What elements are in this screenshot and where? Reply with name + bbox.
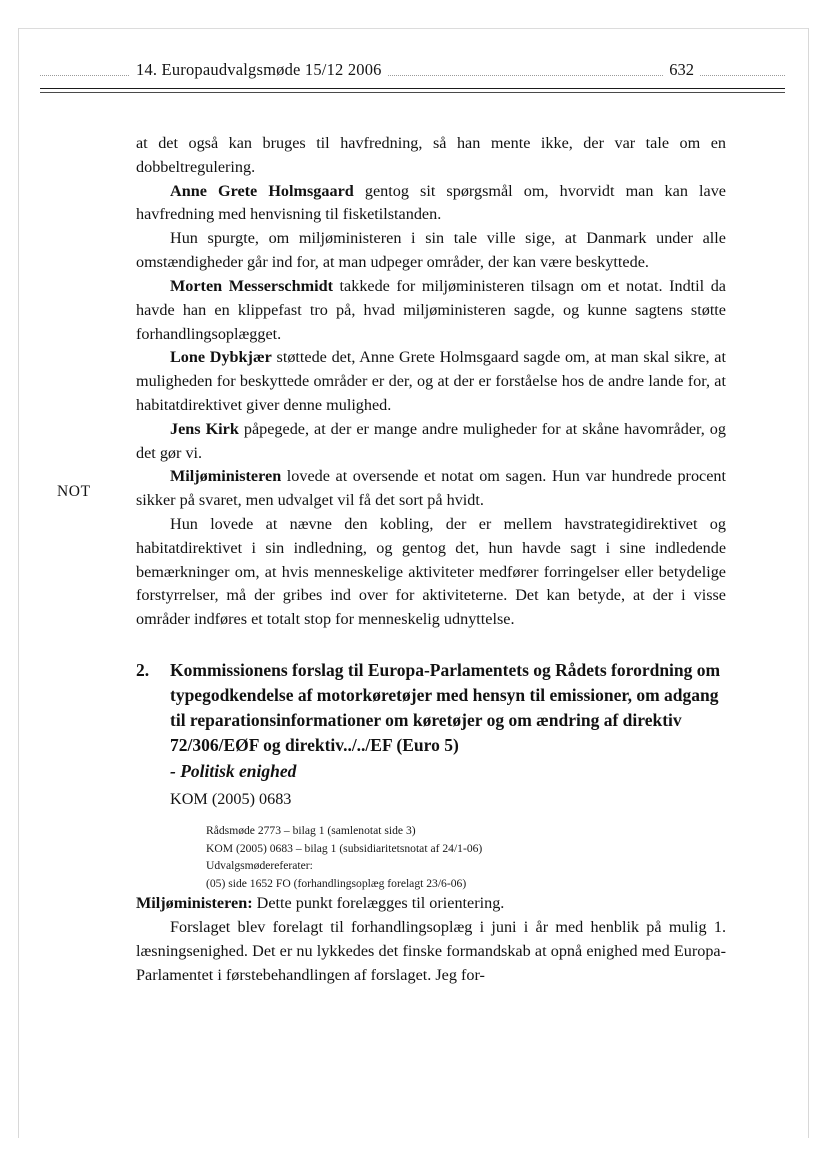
agenda-item-references xyxy=(206,822,726,892)
speaker-name: Miljøministeren: xyxy=(136,894,253,913)
agenda-item-2 xyxy=(136,658,726,892)
paragraph-text: gentog sit spørgsmål om, hvorvidt man kan lave havfredning med henvisning til fisketilstanden. xyxy=(136,181,726,224)
paragraph-minister-continued: Hun lovede at nævne den kobling, der er mellem havstrategidirektivet og habitatdirektivet i sin indledning, og gentog det, hun havde sagt i sine indledende bemærkninger om, at hvis menneskelige aktiviteter medfører forringelser eller betydelige forstyrrelser, må der gribes ind over for aktiviteterne. Det kan betyde, at der i visse områder indføres et totalt stop for menneskelig udnyttelse. xyxy=(136,515,726,629)
scan-edge-right xyxy=(808,28,809,1138)
reference-line: KOM (2005) 0683 – bilag 1 (subsidiaritetsnotat af 24/1-06) xyxy=(206,841,483,855)
reference-line: Rådsmøde 2773 – bilag 1 (samlenotat side 3) xyxy=(206,823,416,837)
paragraph-closing-minister xyxy=(136,892,726,916)
reference-line: Udvalgsmødereferater: xyxy=(206,859,313,873)
agenda-item-number: 2. xyxy=(136,660,150,681)
speaker-name: Lone Dybkjær xyxy=(170,348,272,367)
speaker-name: Anne Grete Holmsgaard xyxy=(170,181,354,200)
paragraph-continuation: at det også kan bruges til havfredning, så han mente ikke, der var tale om en dobbeltregulering. xyxy=(136,134,726,176)
scan-edge-left xyxy=(18,28,19,1138)
paragraph-kirk xyxy=(136,418,726,466)
running-header xyxy=(40,58,785,92)
speaker-name: Jens Kirk xyxy=(170,419,239,438)
paragraph-text: påpegede, at der er mange andre muligheder for at skåne havområder, og det gør vi. xyxy=(136,419,726,462)
agenda-item-title: Kommissionens forslag til Europa-Parlamentets og Rådets forordning om typegodkendelse af motorkøretøjer med hensyn til emissioner, om adgang til reparationsinformationer om køretøjer og om ændring af direktiv 72/306/EØF og direktiv../../EF (Euro 5) xyxy=(170,660,721,755)
paragraph-holmsgaard xyxy=(136,180,726,228)
paragraph-text: takkede for miljøministeren tilsagn om et notat. Indtil da havde han en klippefast tro på, hvad miljøministeren sagde, og kunne sagtens støtte forhandlingsoplægget. xyxy=(136,276,726,343)
agenda-item-kom-number: KOM (2005) 0683 xyxy=(170,790,292,809)
paragraph-text: støttede det, Anne Grete Holmsgaard sagde om, at man skal sikre, at muligheden for beskyttede områder er der, og at der er forståelse hos de andre lande for, at habitatdirektivet giver denne mulighed. xyxy=(136,348,726,414)
speaker-name: Miljøministeren xyxy=(170,467,282,486)
paragraph-messerschmidt xyxy=(136,275,726,346)
paragraph-text: lovede at oversende et notat om sagen. Hun var hundrede procent sikker på svaret, men udvalget vil få det sort på hvidt. xyxy=(136,467,726,510)
header-rule-primary xyxy=(40,88,785,89)
header-page-number: 632 xyxy=(663,60,700,80)
margin-note-not: NOT xyxy=(57,483,91,500)
document-body xyxy=(136,132,726,988)
paragraph-dybkjaer xyxy=(136,346,726,417)
header-title: 14. Europaudvalgsmøde 15/12 2006 xyxy=(130,60,388,80)
agenda-item-subtitle: - Politisk enighed xyxy=(170,761,297,782)
speaker-name: Morten Messerschmidt xyxy=(170,276,333,295)
paragraph-text: Dette punkt forelægges til orientering. xyxy=(252,894,505,913)
paragraph-question: Hun spurgte, om miljøministeren i sin tale ville sige, at Danmark under alle omstændigheder går ind for, at man udpeger områder, der kan være beskyttede. xyxy=(136,229,726,272)
paragraph-closing-continued: Forslaget blev forelagt til forhandlingsoplæg i juni i år med henblik på mulig 1. læsningsenighed. Det er nu lykkedes det finske formandskab at opnå enighed med Europa-Parlamentet i førstebehandlingen af forslaget. Jeg for- xyxy=(136,918,726,984)
scan-edge-top xyxy=(18,28,809,29)
paragraph-minister xyxy=(136,465,726,513)
header-rule-secondary xyxy=(40,92,785,93)
reference-line: (05) side 1652 FO (forhandlingsoplæg forelagt 23/6-06) xyxy=(206,876,467,890)
agenda-item-content xyxy=(170,658,726,892)
